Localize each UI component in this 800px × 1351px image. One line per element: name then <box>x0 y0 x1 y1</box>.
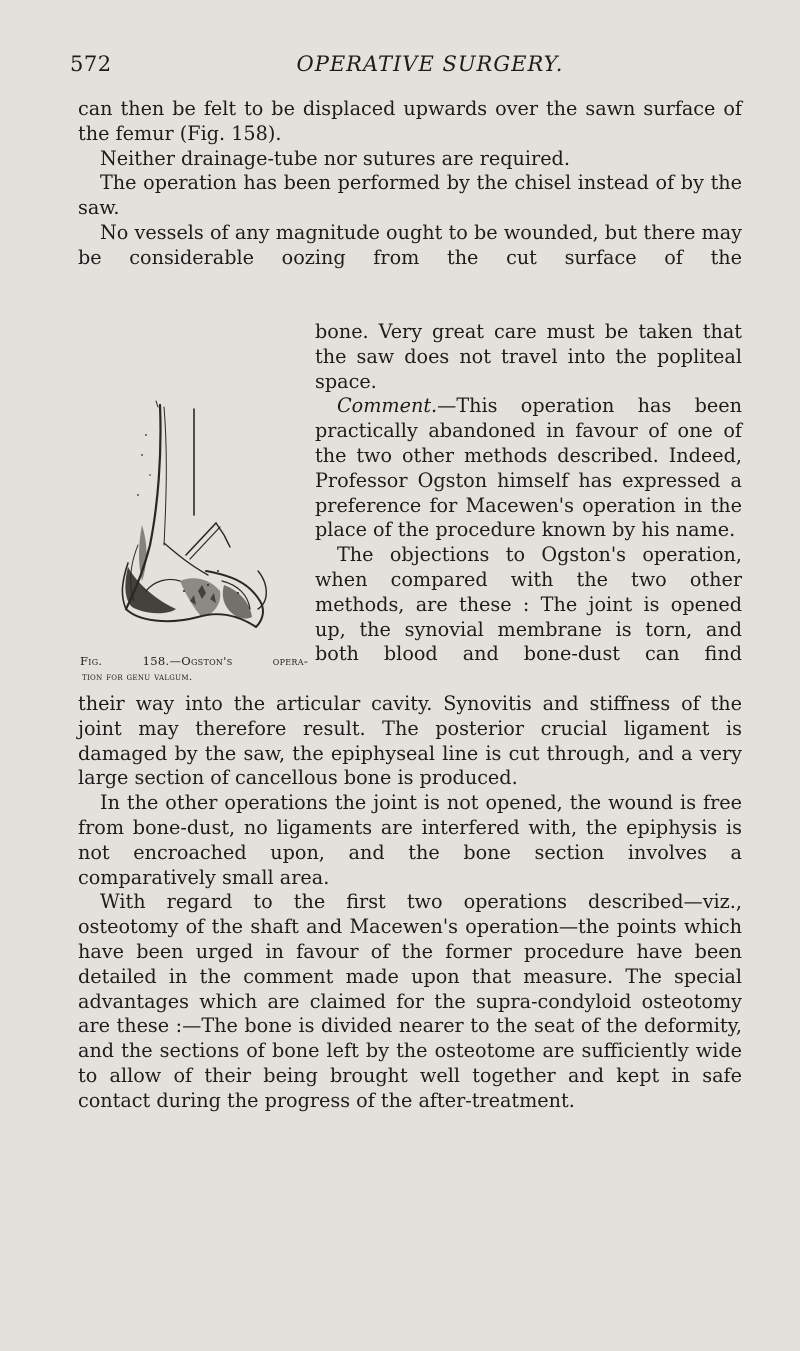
page-number: 572 <box>70 52 112 76</box>
paragraph: With regard to the first two operations described—viz., osteotomy of the shaft and Macewen's operation—the points which have been urged in favour of the former procedure have been detailed in the comment made upon that measure. The special advantages which are claimed for the supra-condyloid osteotomy are these :—The bone is divided nearer to the seat of the deformity, and the sections of bone left by the osteotome are sufficiently wide to allow of their being brought well together and kept in safe contact during the progress of the after-treatment. <box>78 890 742 1112</box>
paragraph: No vessels of any magnitude ought to be wounded, but there may be considerable oozing from the cut surface of the <box>78 220 742 269</box>
paragraph: can then be felt to be displaced upwards over the sawn surface of the femur (Fig. 158). <box>78 97 742 145</box>
lower-text-block <box>78 692 742 1114</box>
comment-text: —This operation has been practically abandoned in favour of one of the two other methods described. Indeed, Professor Ogston himself has expressed a preference for Macewen's operation in the place of the procedure known by his name. <box>315 394 742 542</box>
figure-158 <box>80 395 308 715</box>
paragraph: The operation has been performed by the chisel instead of by the saw. <box>78 171 742 220</box>
paragraph: Neither drainage-tube nor sutures are required. <box>100 146 570 170</box>
figure-caption <box>80 653 308 685</box>
caption-line: tion for genu valgum. <box>82 671 193 683</box>
paragraph: bone. Very great care must be taken that the saw does not travel into the popliteal space. <box>315 320 742 393</box>
page-header <box>70 52 750 82</box>
running-title: OPERATIVE SURGERY. <box>296 52 564 76</box>
knee-section-illustration <box>98 395 298 645</box>
paragraph: In the other operations the joint is not opened, the wound is free from bone-dust, no ligaments are interfered with, the epiphysis is not encroached upon, and the bone section involves a comparatively small area. <box>78 791 742 889</box>
paragraph: their way into the articular cavity. Synovitis and stiffness of the joint may therefore result. The posterior crucial ligament is damaged by the saw, the epiphyseal line is cut through, and a very large section of cancellous bone is produced. <box>78 692 742 790</box>
comment-paragraph <box>315 394 742 543</box>
comment-label: Comment. <box>337 394 438 418</box>
paragraph: The objections to Ogston's operation, when compared with the two other methods, are these : The joint is opened up, the synovial membrane is torn, and both blood and bone-dust can find <box>315 543 742 666</box>
upper-text-block <box>78 97 742 271</box>
figure-wrap-text <box>315 320 742 667</box>
caption-line: Fig. 158.—Ogston's opera- <box>80 654 308 668</box>
